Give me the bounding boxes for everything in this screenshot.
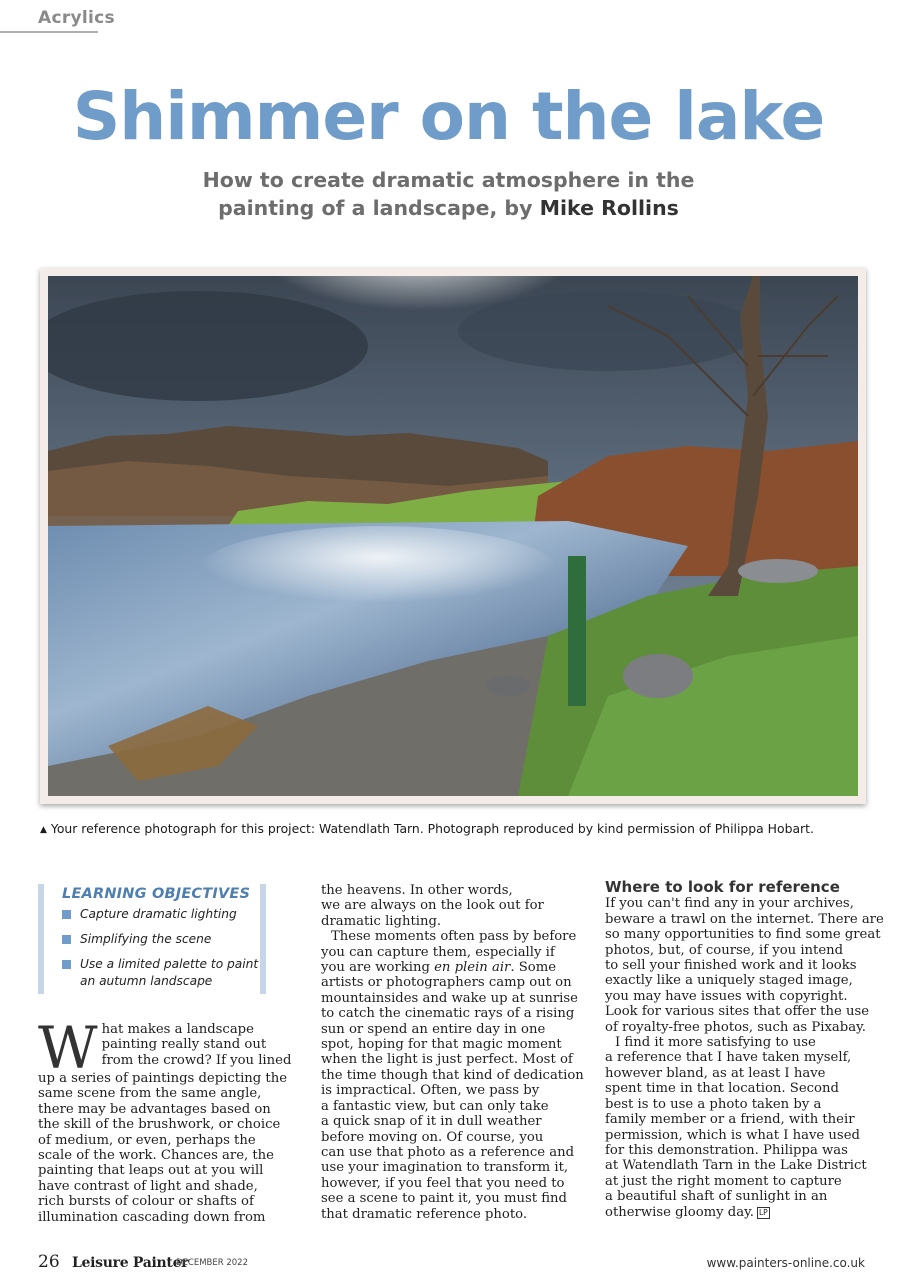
body-line: scale of the work. Chances are, the [38, 1148, 274, 1164]
article-title: Shimmer on the lake [72, 78, 825, 155]
objectives-list [62, 906, 260, 990]
body-column-2 [321, 883, 584, 1222]
body-line: have contrast of light and shade, [38, 1178, 258, 1194]
body-line: you are working en plein air. Some [321, 960, 557, 976]
body-line: at Watendlath Tarn in the Lake District [605, 1158, 867, 1174]
subtitle-line-2 [0, 194, 897, 222]
end-mark-icon: LP [759, 1207, 768, 1217]
subtitle-line-2-text: painting of a landscape, by [218, 196, 540, 220]
body-line: If you can't find any in your archives, [605, 896, 854, 912]
square-bullet-icon [62, 960, 71, 969]
body-line: photos, but, of course, if you intend [605, 942, 844, 958]
photo-caption-text: Your reference photograph for this project: Watendlath Tarn. Photograph reproduced by kind permission of Philippa Hobart. [50, 821, 814, 836]
photo-caption [40, 821, 814, 836]
body-line: beware a trawl on the internet. There are [605, 911, 884, 927]
body-line: These moments often pass by before [331, 929, 577, 945]
body-line: can use that photo as a reference and [321, 1144, 575, 1160]
objective-item-text: Use a limited palette to paint an autumn landscape [80, 957, 259, 988]
body-line-last [605, 1205, 861, 1220]
body-line: sun or spend an entire day in one [321, 1021, 546, 1037]
body-line: dramatic lighting. [321, 913, 442, 929]
body-line: spot, hoping for that magic moment [321, 1037, 562, 1053]
body-line: a fantastic view, but can only take [321, 1098, 549, 1114]
body-line: that dramatic reference photo. [321, 1206, 528, 1222]
caption-triangle-icon: ▲ [40, 825, 47, 835]
body-line: so many opportunities to find some great [605, 927, 881, 943]
body-line: I find it more satisfying to use [615, 1035, 816, 1051]
body-line: best is to use a photo taken by a [605, 1096, 822, 1112]
drop-cap: W [38, 1014, 98, 1082]
body-line: before moving on. Of course, you [321, 1129, 544, 1145]
body-line: rich bursts of colour or shafts of [38, 1194, 254, 1210]
body-line-text: otherwise gloomy day. [605, 1204, 754, 1220]
section-tag: Acrylics [38, 8, 115, 28]
body-line: however, if you feel that you need to [321, 1175, 565, 1191]
objective-item-text: Capture dramatic lighting [80, 907, 237, 921]
body-line: when the light is just perfect. Most of [321, 1052, 573, 1068]
photo-frame [40, 268, 866, 804]
learning-objectives-box [38, 884, 266, 994]
body-line: for this demonstration. Philippa was [605, 1142, 848, 1158]
body-line: at just the right moment to capture [605, 1173, 842, 1189]
square-bullet-icon [62, 910, 71, 919]
body-line: exactly like a uniquely staged image, [605, 973, 853, 989]
body-line: however bland, as at least I have [605, 1065, 826, 1081]
objective-item-text: Simplifying the scene [80, 932, 212, 946]
body-line: to sell your finished work and it looks [605, 958, 857, 974]
body-line: spent time in that location. Second [605, 1081, 839, 1097]
objectives-heading: LEARNING OBJECTIVES [62, 886, 251, 902]
body-line: the heavens. In other words, [321, 883, 513, 898]
body-line: illumination cascading down from [38, 1209, 266, 1225]
body-line: see a scene to paint it, you must find [321, 1191, 567, 1207]
body-line: the skill of the brushwork, or choice [38, 1117, 281, 1133]
body-line: Look for various sites that offer the use [605, 1004, 870, 1020]
body-line: you may have issues with copyright. [605, 988, 848, 1004]
body-line: is impractical. Often, we pass by [321, 1083, 540, 1099]
body-line: mountainsides and wake up at sunrise [321, 990, 578, 1006]
body-line: there may be advantages based on [38, 1101, 271, 1117]
landscape-illustration [48, 276, 858, 796]
objective-item [62, 906, 260, 923]
body-line: painting that leaps out at you will [38, 1163, 264, 1179]
body-column-1 [38, 1014, 292, 1225]
body-line: artists or photographers camp out on [321, 975, 572, 991]
body-line: up a series of paintings depicting the [38, 1071, 288, 1086]
issue-date: DECEMBER 2022 [176, 1258, 248, 1268]
objective-item [62, 956, 260, 990]
body-line: permission, which is what I have used [605, 1127, 860, 1143]
subtitle-line-1: How to create dramatic atmosphere in the [202, 168, 695, 192]
author-name: Mike Rollins [539, 196, 679, 220]
body-column-3 [605, 878, 884, 1220]
objective-item [62, 931, 260, 948]
section-heading: Where to look for reference [605, 878, 840, 896]
page-number: 26 [38, 1252, 60, 1272]
body-line: a quick snap of it in dull weather [321, 1114, 542, 1130]
body-line: we are always on the look out for [321, 898, 544, 914]
body-line: to catch the cinematic rays of a rising [321, 1006, 575, 1022]
body-line: of medium, or even, perhaps the [38, 1132, 256, 1148]
body-line: of royalty-free photos, such as Pixabay. [605, 1019, 866, 1035]
body-line: from the crowd? If you lined [101, 1052, 292, 1068]
section-rule [0, 31, 98, 33]
body-line: family member or a friend, with their [605, 1112, 855, 1128]
website-url: www.painters-online.co.uk [706, 1256, 865, 1270]
body-line: use your imagination to transform it, [321, 1160, 569, 1176]
body-line: the time though that kind of dedication [321, 1067, 584, 1083]
body-line: you can capture them, especially if [321, 944, 555, 960]
body-line: painting really stand out [101, 1037, 267, 1053]
article-subtitle [0, 166, 897, 222]
body-line: a reference that I have taken myself, [605, 1050, 852, 1066]
body-line: a beautiful shaft of sunlight in an [605, 1189, 828, 1205]
body-line: hat makes a landscape [101, 1022, 254, 1037]
body-line: same scene from the same angle, [38, 1086, 262, 1102]
magazine-name: Leisure Painter [72, 1255, 189, 1271]
reference-photo [48, 276, 858, 796]
square-bullet-icon [62, 935, 71, 944]
